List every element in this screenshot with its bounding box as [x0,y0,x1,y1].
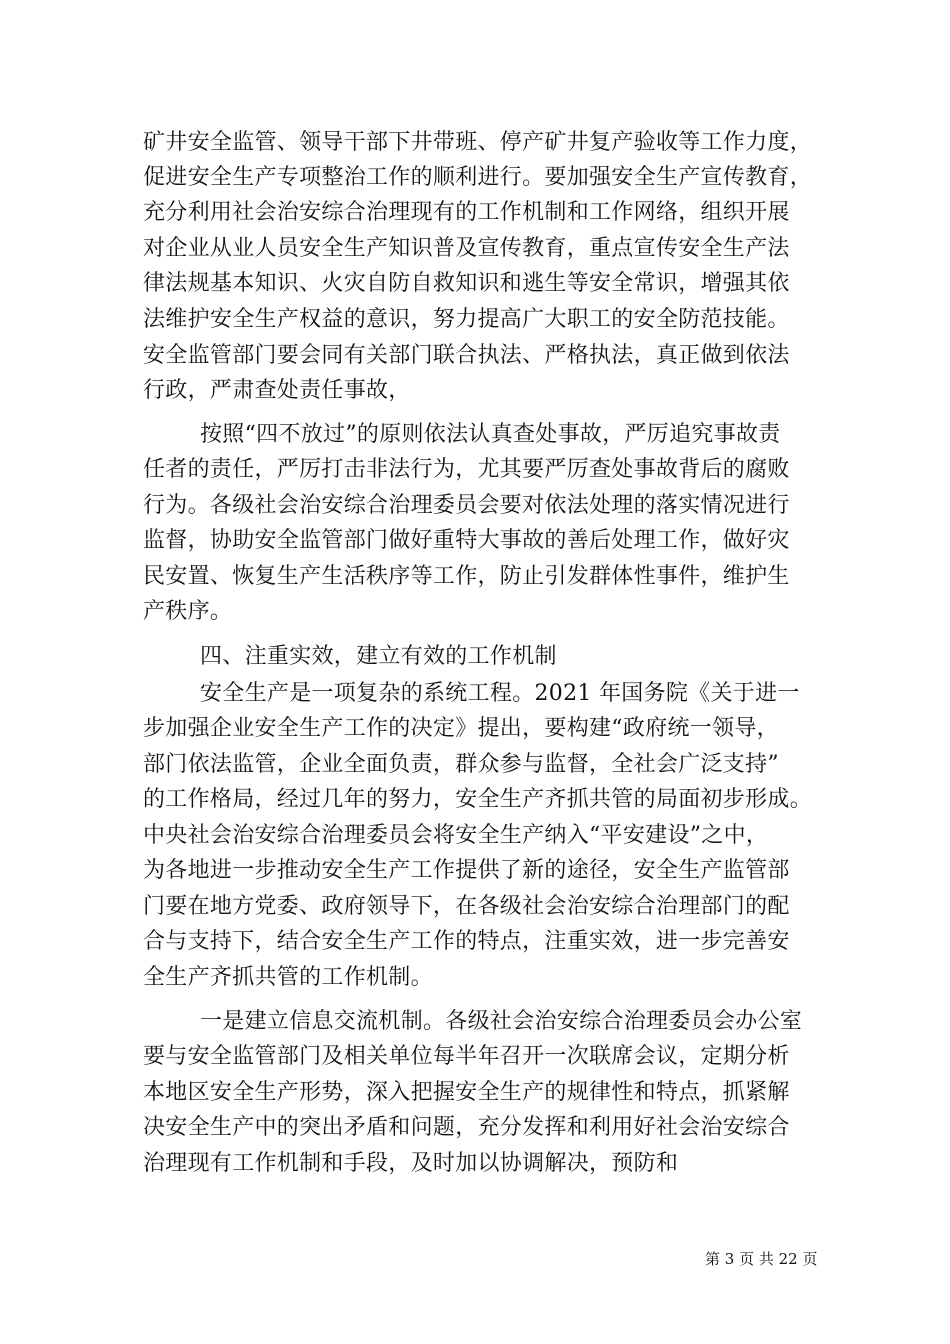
text-line: 充分利用社会治安综合治理现有的工作机制和工作网络，组织开展 [143,200,790,225]
text-line: 监督，协助安全监管部门做好重特大事故的善后处理工作，做好灾 [143,528,790,553]
text-line: 行政，严肃查处责任事故， [143,378,411,403]
text-line: 为各地进一步推动安全生产工作提供了新的途径，安全生产监管部 [143,858,790,883]
text-line: 要与安全监管部门及相关单位每半年召开一次联席会议，定期分析 [143,1044,790,1069]
text-line: 安全监管部门要会同有关部门联合执法、严格执法，真正做到依法 [143,343,790,368]
text-line: 对企业从业人员安全生产知识普及宣传教育，重点宣传安全生产法 [143,236,790,261]
text-line: 矿井安全监管、领导干部下井带班、停产矿井复产验收等工作力度， [143,130,813,155]
text-line: 部门依法监管，企业全面负责，群众参与监督，全社会广泛支持” [143,752,779,777]
text-line: 按照“四不放过”的原则依法认真查处事故，严厉追究事故责 [200,422,781,447]
text-line: 法维护安全生产权益的意识，努力提高广大职工的安全防范技能。 [143,307,790,332]
text-line: 促进安全生产专项整治工作的顺利进行。要加强安全生产宣传教育， [143,165,813,190]
text-line: 安全生产是一项复杂的系统工程。2021 年国务院《关于进一 [200,681,800,706]
text-line: 民安置、恢复生产生活秩序等工作，防止引发群体性事件，维护生 [143,564,790,589]
text-line: 步加强企业安全生产工作的决定》提出，要构建“政府统一领导， [143,716,779,741]
text-line: 行为。各级社会治安综合治理委员会要对依法处理的落实情况进行 [143,493,790,518]
text-line: 本地区安全生产形势，深入把握安全生产的规律性和特点，抓紧解 [143,1080,790,1105]
section-heading: 四、注重实效，建立有效的工作机制 [200,644,557,669]
text-line: 产秩序。 [143,599,233,624]
text-line: 律法规基本知识、火灾自防自救知识和逃生等安全常识，增强其依 [143,271,790,296]
text-line: 一是建立信息交流机制。各级社会治安综合治理委员会办公室 [200,1009,803,1034]
text-line: 门要在地方党委、政府领导下，在各级社会治安综合治理部门的配 [143,894,790,919]
text-line: 全生产齐抓共管的工作机制。 [143,965,433,990]
text-line: 的工作格局，经过几年的努力，安全生产齐抓共管的局面初步形成。 [143,787,813,812]
text-line: 决安全生产中的突出矛盾和问题，充分发挥和利用好社会治安综合 [143,1115,790,1140]
text-line: 任者的责任，严厉打击非法行为，尤其要严厉查处事故背后的腐败 [143,457,790,482]
text-line: 中央社会治安综合治理委员会将安全生产纳入“平安建设”之中， [143,823,769,848]
text-line: 治理现有工作机制和手段，及时加以协调解决，预防和 [143,1151,679,1176]
text-line: 合与支持下，结合安全生产工作的特点，注重实效，进一步完善安 [143,929,790,954]
page-number: 第 3 页 共 22 页 [705,1250,818,1268]
